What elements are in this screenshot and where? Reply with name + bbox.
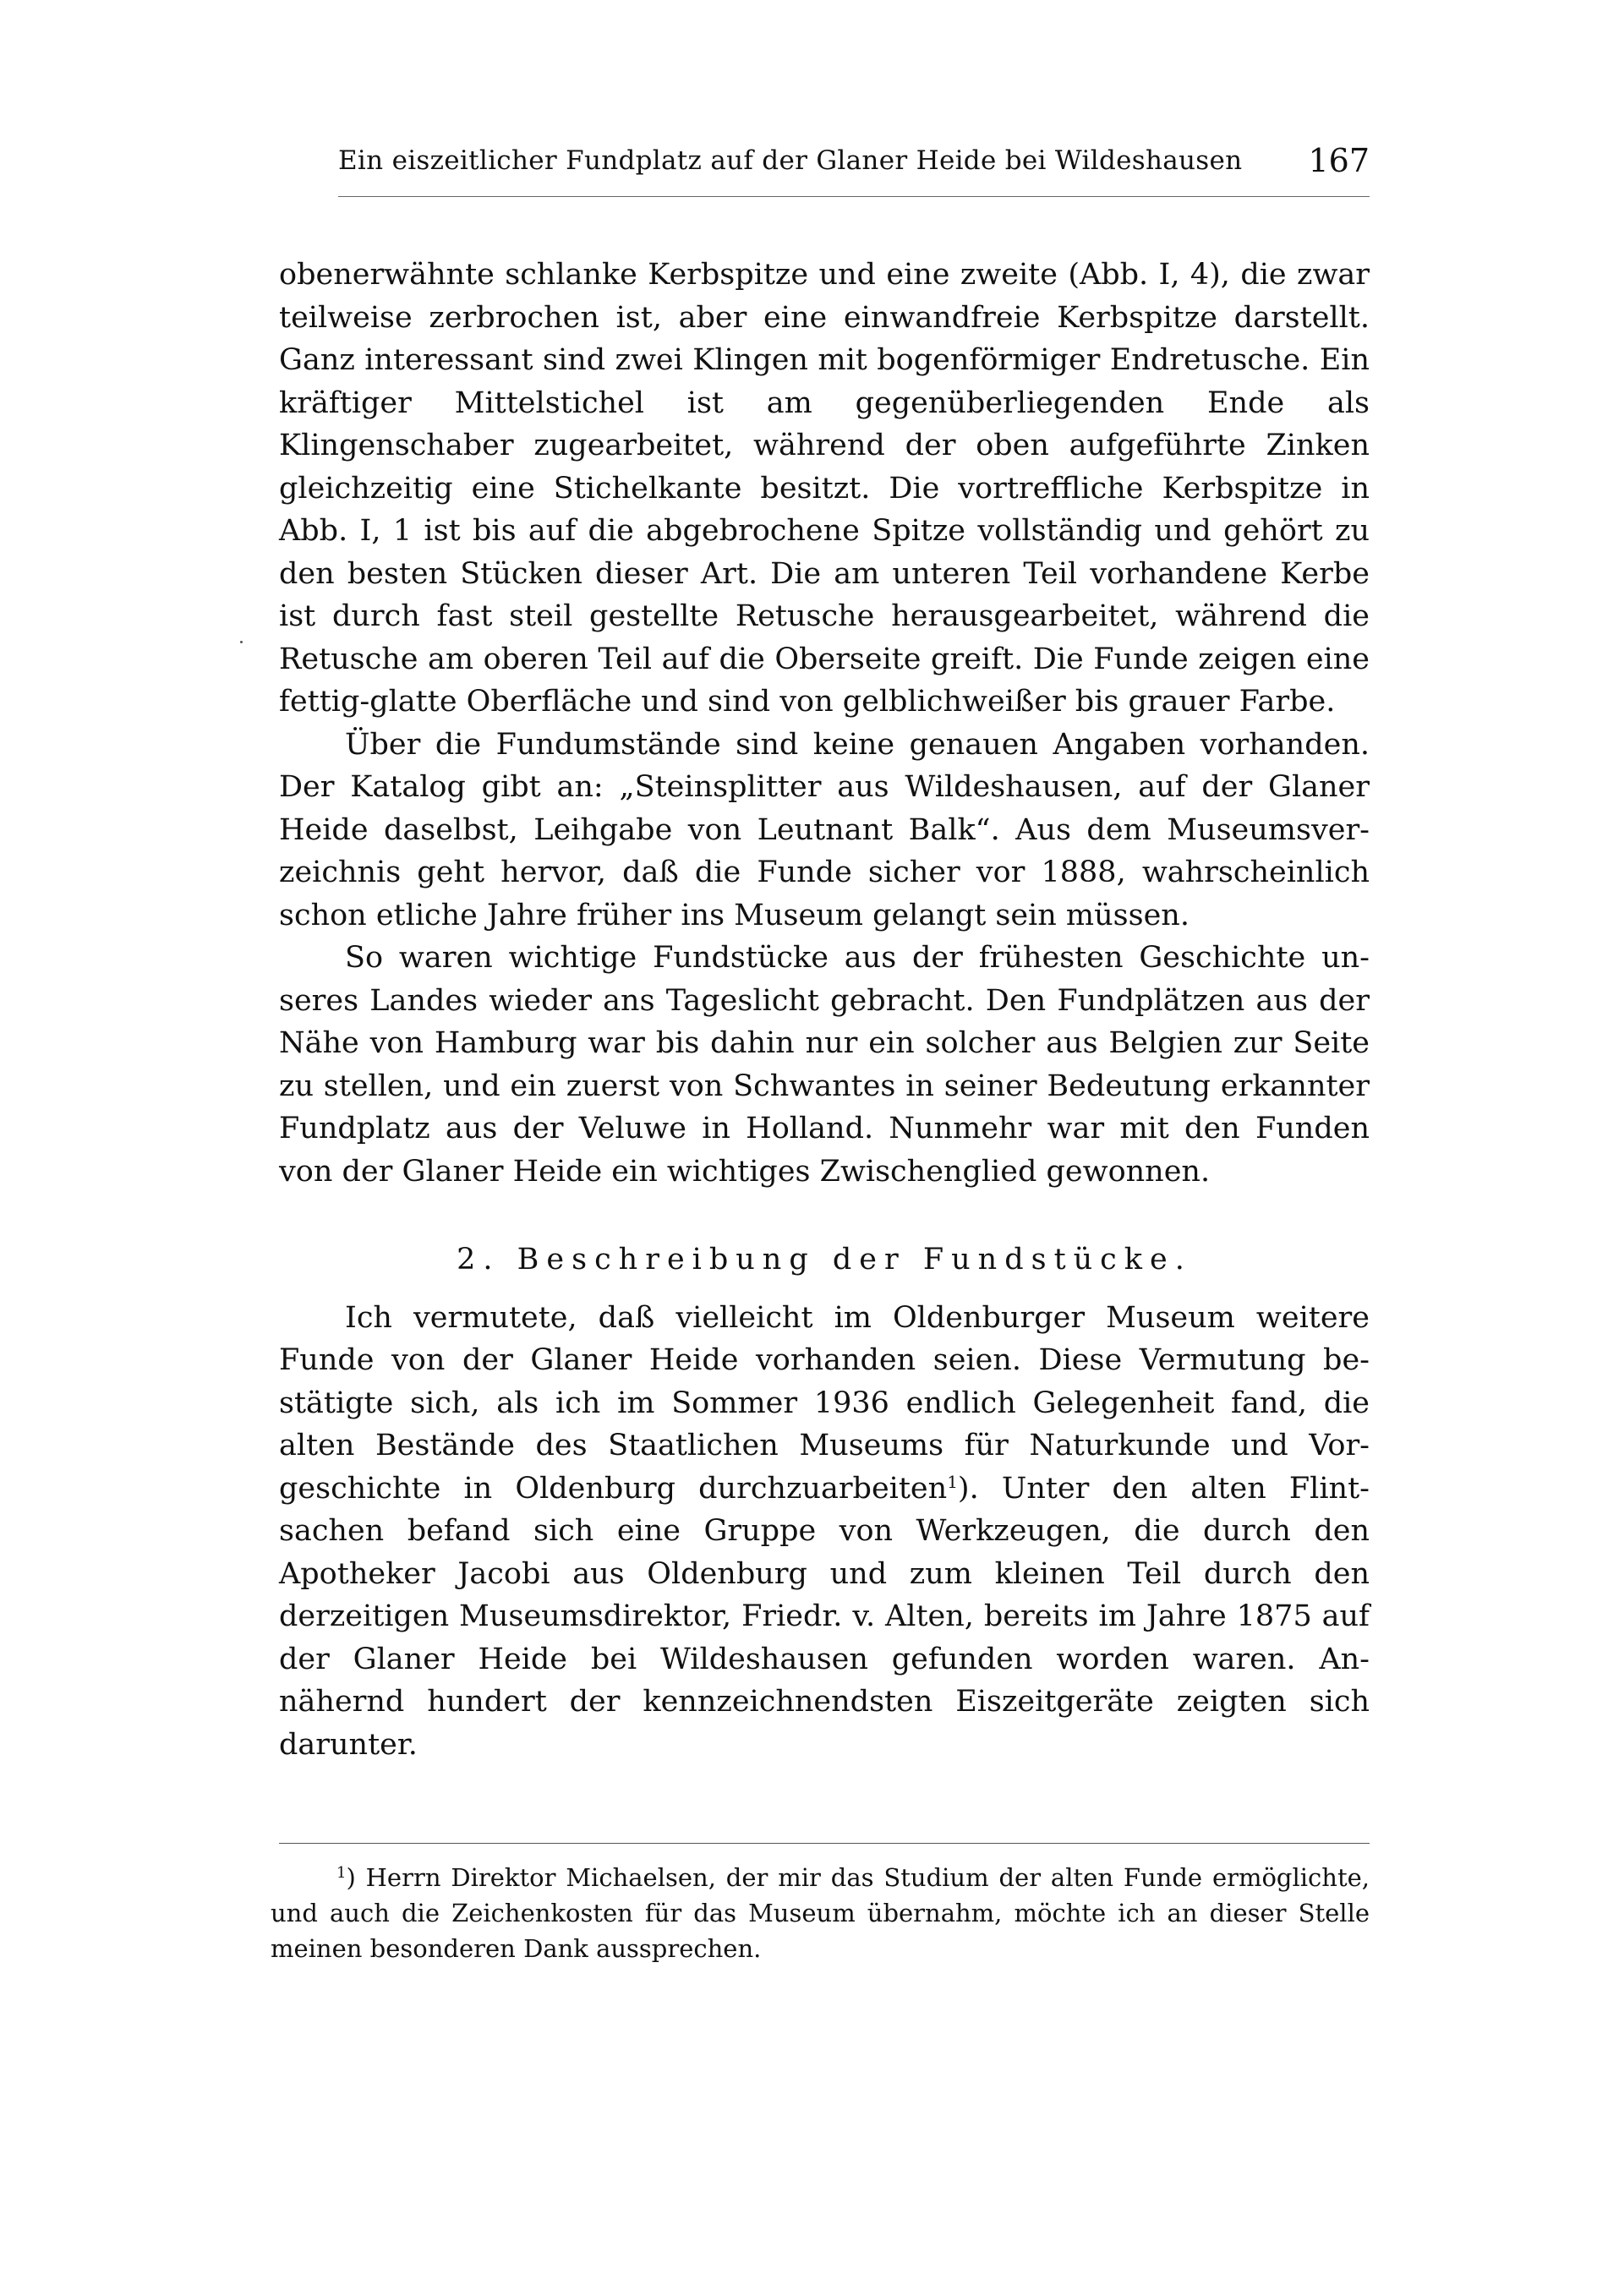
body-text <box>279 254 1370 1766</box>
footnote-reference: 1 <box>947 1471 958 1492</box>
footnote <box>271 1860 1370 1966</box>
running-header-title: Ein eiszeitlicher Fundplatz auf der Glaner Heide bei Wildeshausen <box>338 145 1243 176</box>
paragraph-4-text-before-note: Ich vermutete, daß vielleicht im Oldenburger Museum weitere Funde von der Glaner Heide vorhanden seien. Diese Vermutung bestätigte sich, als ich im Sommer 1936 endlich Gelegenheit fand, die alten Bestände des Staatlichen Museums für Naturkunde und Vorgeschichte in Oldenburg durchzuarbeiten <box>279 1300 1370 1506</box>
footnote-rule <box>279 1843 1370 1844</box>
paragraph-3: So waren wichtige Fundstücke aus der frühesten Geschichte unseres Landes wieder ans Tageslicht gebracht. Den Fundplätzen aus der Nähe von Hamburg war bis dahin nur ein solcher aus Belgien zur Seite zu stellen, und ein zuerst von Schwantes in seiner Bedeutung erkannter Fundplatz aus der Veluwe in Holland. Nunmehr war mit den Funden von der Glaner Heide ein wichtiges Zwischenglied gewonnen. <box>279 941 1370 1189</box>
header-rule <box>338 196 1370 197</box>
section-heading: 2. Beschreibung der Fundstücke. <box>457 1243 1192 1276</box>
paragraph-1: obenerwähnte schlanke Kerbspitze und eine zweite (Abb. I, 4), die zwar teilweise zerbrochen ist, aber eine einwandfreie Kerbspitze darstellt. Ganz interessant sind zwei Klingen mit bogenförmiger Endretusche. Ein kräftiger Mittelstichel ist am gegenüberliegenden Ende als Klingenschaber zugearbeitet, während der oben aufgeführte Zinken gleichzeitig eine Stichelkante besitzt. Die vortreffliche Kerbspitze in Abb. I, 1 ist bis auf die abgebrochene Spitze vollständig und gehört zu den besten Stücken dieser Art. Die am unteren Teil vorhandene Kerbe ist durch fast steil gestellte Retusche herausgearbeitet, während die Retusche am oberen Teil auf die Oberseite greift. Die Funde zeigen eine fettig-glatte Oberfläche und sind von gelblichweißer bis grauer Farbe. <box>279 258 1370 719</box>
paragraph-2: Über die Fundumstände sind keine genauen Angaben vorhanden. Der Katalog gibt an: „Steinsplitter aus Wildeshausen, auf der Glaner Heide daselbst, Leihgabe von Leutnant Balk“. Aus dem Museumsverzeichnis geht hervor, daß die Funde sicher vor 1888, wahrscheinlich schon etliche Jahre früher ins Museum gelangt sein müssen. <box>279 727 1370 932</box>
page-number: 167 <box>1308 142 1370 179</box>
margin-speck <box>240 641 243 643</box>
running-header <box>338 142 1370 193</box>
paragraph-4-text-after-note: ). Unter den alten Flintsachen befand sich eine Gruppe von Werkzeugen, die durch den Apotheker Jacobi aus Oldenburg und zum kleinen Teil durch den derzeitigen Museumsdirektor, Friedr. v. Alten, bereits im Jahre 1875 auf der Glaner Heide bei Wildeshausen gefunden worden waren. Annähernd hundert der kennzeichnendsten Eiszeitgeräte zeigten sich darunter. <box>279 1471 1370 1762</box>
footnote-text: ) Herrn Direktor Michaelsen, der mir das Studium der alten Funde ermöglichte, und auch die Zeichenkosten für das Museum übernahm, möchte ich an dieser Stelle meinen besonderen Dank aussprechen. <box>271 1863 1370 1963</box>
footnote-mark: 1 <box>336 1864 347 1882</box>
paragraph-4 <box>279 1297 1370 1767</box>
